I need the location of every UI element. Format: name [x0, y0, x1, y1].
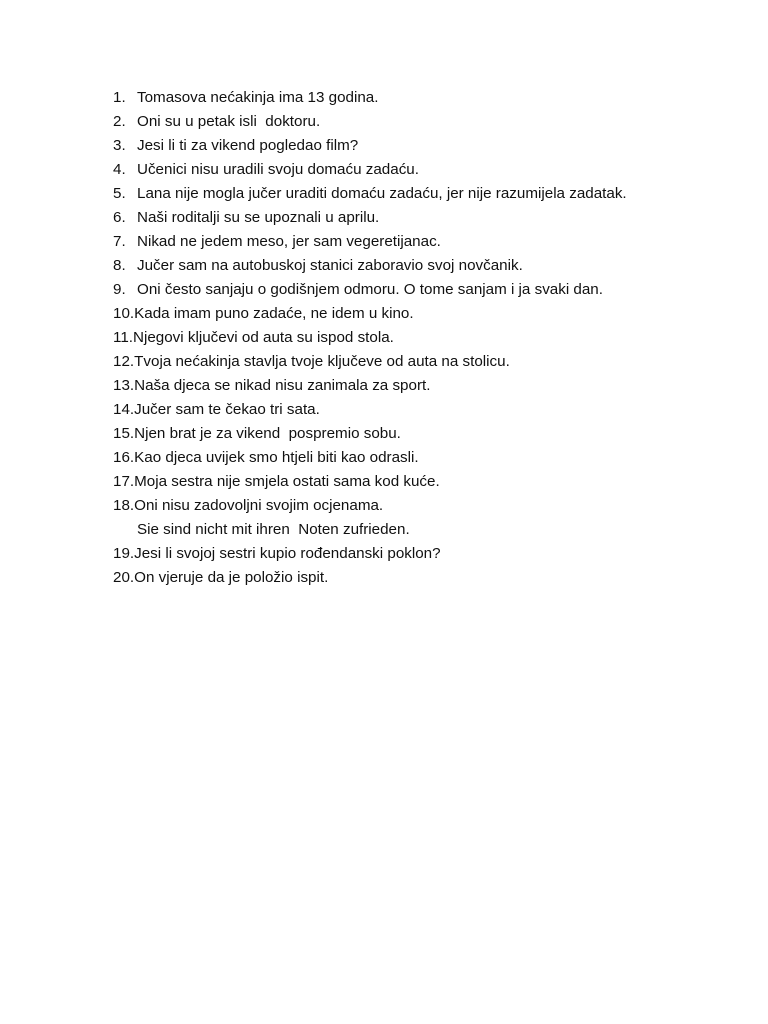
item-number: 9. [113, 281, 126, 298]
list-item [113, 374, 753, 398]
item-text: Naši roditalji su se upoznali u aprilu. [137, 209, 380, 226]
item-number: 6. [113, 209, 126, 226]
item-text: Kao djeca uvijek smo htjeli biti kao odrasli. [134, 449, 419, 466]
item-text: Jesi li ti za vikend pogledao film? [137, 137, 359, 154]
item-text: Moja sestra nije smjela ostati sama kod kuće. [134, 473, 440, 490]
sentence-list [113, 86, 753, 590]
item-number: 5. [113, 185, 126, 202]
list-item [113, 86, 753, 110]
item-text: Jesi li svojoj sestri kupio rođendanski poklon? [134, 545, 441, 562]
item-number: 11. [113, 329, 133, 346]
item-number: 12. [113, 353, 135, 370]
item-number: 14. [113, 401, 135, 418]
list-item [113, 398, 753, 422]
item-number: 15. [113, 425, 135, 442]
list-item [113, 566, 753, 590]
item-number: 4. [113, 161, 126, 178]
item-number: 7. [113, 233, 126, 250]
item-number: 19. [113, 545, 135, 562]
list-item [113, 350, 753, 374]
list-item [113, 182, 753, 206]
item-text: Oni nisu zadovoljni svojim ocjenama. [134, 497, 384, 514]
list-item [113, 254, 753, 278]
item-text: Oni su u petak isli doktoru. [137, 113, 321, 130]
list-item [113, 422, 753, 446]
item-text: Oni često sanjaju o godišnjem odmoru. O tome sanjam i ja svaki dan. [137, 281, 603, 298]
item-number: 17. [113, 473, 135, 490]
item-number: 20. [113, 569, 135, 586]
list-item [113, 542, 753, 566]
item-text: Tomasova nećakinja ima 13 godina. [137, 89, 379, 106]
item-number: 3. [113, 137, 126, 154]
list-item [113, 110, 753, 134]
item-number: 10. [113, 305, 135, 322]
item-text: Njen brat je za vikend pospremio sobu. [134, 425, 401, 442]
list-item [113, 158, 753, 182]
item-text: Njegovi ključevi od auta su ispod stola. [133, 329, 394, 346]
item-text: Kada imam puno zadaće, ne idem u kino. [134, 305, 414, 322]
item-number: 13. [113, 377, 135, 394]
item-text: Učenici nisu uradili svoju domaću zadaću. [137, 161, 419, 178]
item-text: Jučer sam te čekao tri sata. [134, 401, 320, 418]
translation-text: Sie sind nicht mit ihren Noten zufrieden. [137, 521, 410, 538]
item-number: 18. [113, 497, 135, 514]
item-text: On vjeruje da je položio ispit. [134, 569, 329, 586]
list-item [113, 326, 753, 350]
list-item [113, 134, 753, 158]
item-number: 1. [113, 89, 126, 106]
item-number: 16. [113, 449, 135, 466]
list-item [113, 302, 753, 326]
list-item [113, 446, 753, 470]
item-number: 2. [113, 113, 126, 130]
item-text: Lana nije mogla jučer uraditi domaću zadaću, jer nije razumijela zadatak. [137, 185, 627, 202]
item-text: Naša djeca se nikad nisu zanimala za sport. [134, 377, 431, 394]
item-text: Jučer sam na autobuskoj stanici zaboravio svoj novčanik. [137, 257, 523, 274]
list-item [113, 470, 753, 494]
list-item [113, 206, 753, 230]
item-number: 8. [113, 257, 126, 274]
item-text: Tvoja nećakinja stavlja tvoje ključeve od auta na stolicu. [134, 353, 510, 370]
list-item [113, 230, 753, 254]
list-item [113, 278, 753, 302]
list-item [113, 494, 753, 518]
translation-line [113, 518, 753, 542]
item-text: Nikad ne jedem meso, jer sam vegeretijanac. [137, 233, 441, 250]
